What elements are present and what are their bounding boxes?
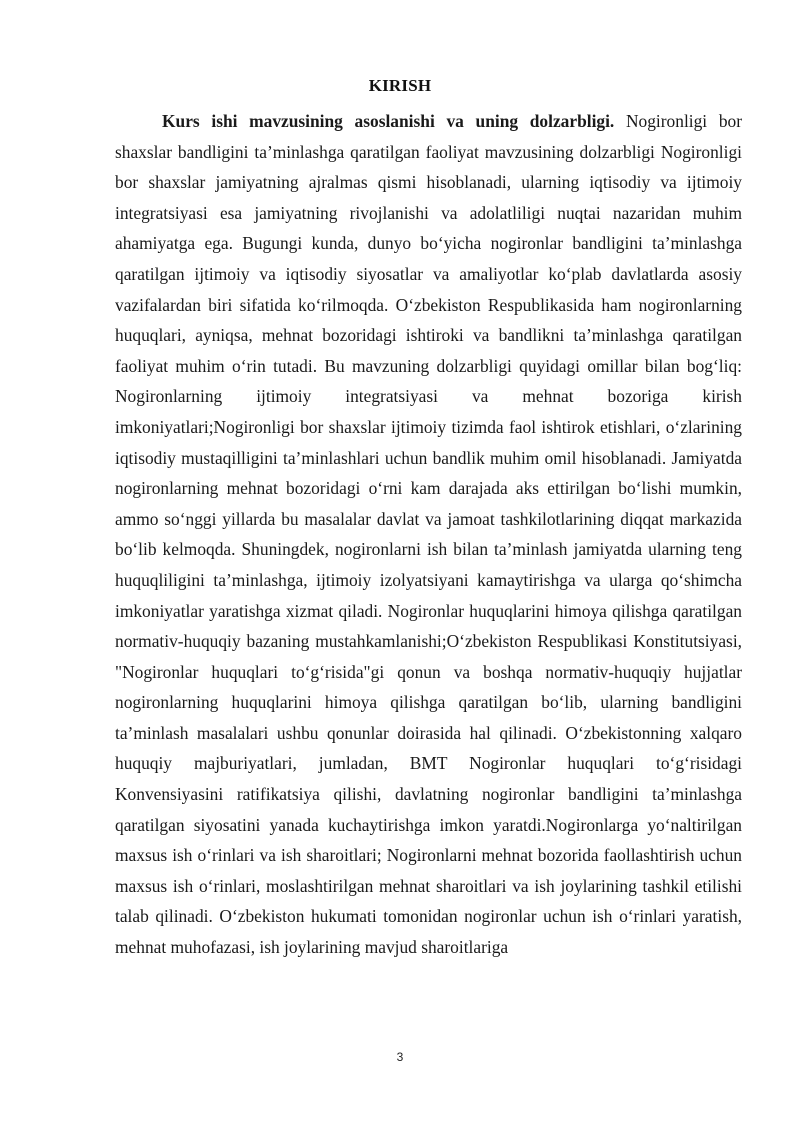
lead-sentence: Kurs ishi mavzusining asoslanishi va uning dolzarbligi. [162,111,615,131]
paragraph-text: Nogironligi bor shaxslar bandligini ta’minlashga qaratilgan faoliyat mavzusining dolzarbligi Nogironligi bor shaxslar jamiyatning ajralmas qismi hisoblanadi, ularning iqtisodiy va ijtimoiy integratsiyasi esa jamiyatning rivojlanishi va adolatliligi nuqtai nazaridan muhim ahamiyatga ega. Bugungi kunda, dunyo bo‘yicha nogironlar bandligini ta’minlashga qaratilgan ijtimoiy va iqtisodiy siyosatlar va amaliyotlar ko‘plab davlatlarda asosiy vazifalardan biri sifatida ko‘rilmoqda. O‘zbekiston Respublikasida ham nogironlarning huquqlari, ayniqsa, mehnat bozoridagi ishtiroki va bandlikni ta’minlashga qaratilgan faoliyat muhim o‘rin tutadi. Bu mavzuning dolzarbligi quyidagi omillar bilan bog‘liq: Nogironlarning ijtimoiy integratsiyasi va mehnat bozoriga kirish imkoniyatlari;Nogironligi bor shaxslar ijtimoiy tizimda faol ishtirok etishlari, o‘zlarining iqtisodiy mustaqilligini ta’minlashlari uchun bandlik muhim omil hisoblanadi. Jamiyatda nogironlarning mehnat bozoridagi o‘rni kam darajada aks ettirilgan bo‘lishi mumkin, ammo so‘nggi yillarda bu masalalar davlat va jamoat tashkilotlarining diqqat markazida bo‘lib kelmoqda. Shuningdek, nogironlarni ish bilan ta’minlash jamiyatda ularning teng huquqliligini ta’minlashga, ijtimoiy izolyatsiyani kamaytirishga va ularga qo‘shimcha imkoniyatlar yaratishga xizmat qiladi. Nogironlar huquqlarini himoya qilishga qaratilgan normativ-huquqiy bazaning mustahkamlanishi;O‘zbekiston Respublikasi Konstitutsiyasi, "Nogironlar huquqlari to‘g‘risida"gi qonun va boshqa normativ-huquqiy hujjatlar nogironlarning huquqlarini himoya qilishga qaratilgan bo‘lib, ularning bandligini ta’minlash masalalari ushbu qonunlar doirasida hal qilinadi. O‘zbekistonning xalqaro huquqiy majburiyatlari, jumladan, BMT Nogironlar huquqlari to‘g‘risidagi Konvensiyasini ratifikatsiya qilishi, davlatning nogironlar bandligini ta’minlashga qaratilgan siyosatini yanada kuchaytirishga imkon yaratdi.Nogironlarga yo‘naltirilgan maxsus ish o‘rinlari va ish sharoitlari; Nogironlarni mehnat bozorida faollashtirish uchun maxsus ish o‘rinlari, moslashtirilgan mehnat sharoitlari va ish joylarining tashkil etilishi talab qilinadi. O‘zbekiston hukumati tomonidan nogironlar uchun ish o‘rinlari yaratish, mehnat muhofazasi, ish joylarining mavjud sharoitlariga [115,111,742,958]
intro-paragraph [115,106,742,963]
page-number: 3 [396,1050,404,1064]
body-text [115,106,742,963]
page-title: KIRISH [368,76,432,95]
